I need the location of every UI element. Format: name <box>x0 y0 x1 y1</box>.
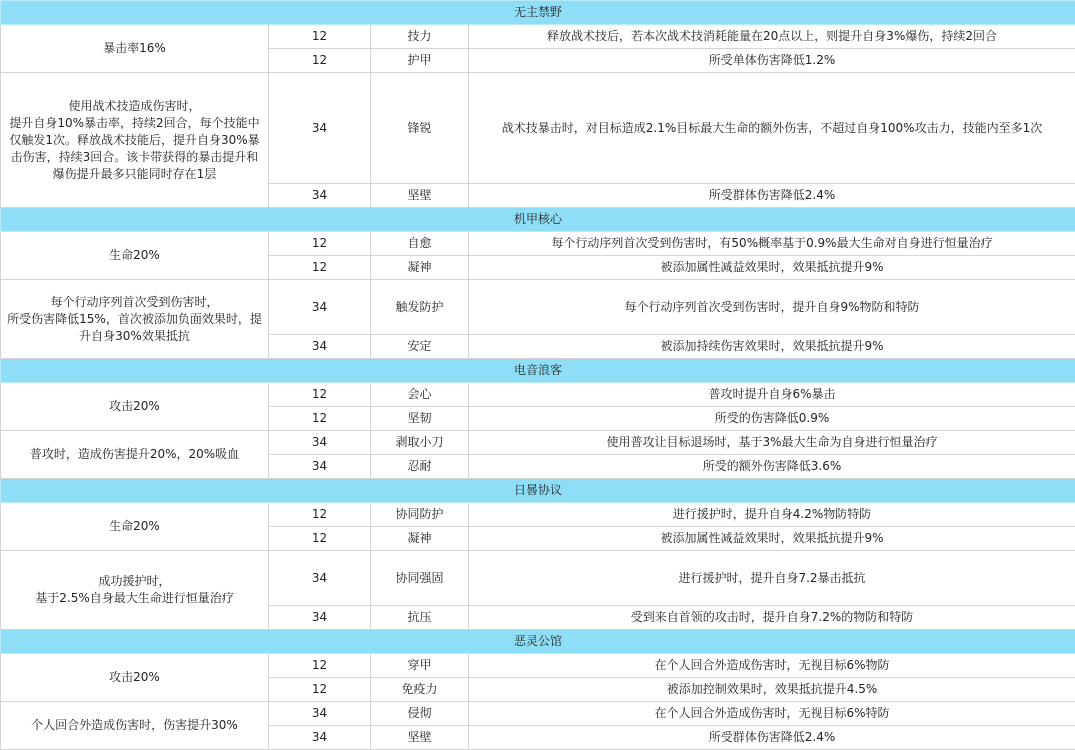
level-cell: 12 <box>269 25 371 49</box>
set-bonus-cell: 生命20% <box>1 232 269 280</box>
effect-name-cell: 自愈 <box>371 232 469 256</box>
effect-name-cell: 侵彻 <box>371 702 469 726</box>
effect-desc-cell: 受到来自首领的攻击时，提升自身7.2%的物防和特防 <box>469 606 1075 630</box>
effect-desc-cell: 使用普攻让目标退场时，基于3%最大生命为自身进行恒量治疗 <box>469 431 1075 455</box>
table-row <box>1 383 1075 407</box>
effect-name-cell: 技力 <box>371 25 469 49</box>
level-cell: 34 <box>269 280 371 335</box>
effect-desc-cell: 战术技暴击时，对目标造成2.1%目标最大生命的额外伤害，不超过自身100%攻击力，技能内至多1次 <box>469 73 1075 184</box>
level-cell: 12 <box>269 503 371 527</box>
level-cell: 34 <box>269 551 371 606</box>
section-header-row <box>1 208 1075 232</box>
level-cell: 12 <box>269 407 371 431</box>
effect-name-cell: 凝神 <box>371 527 469 551</box>
section-header-row <box>1 479 1075 503</box>
effect-desc-cell: 所受单体伤害降低1.2% <box>469 49 1075 73</box>
table-row <box>1 702 1075 726</box>
table-row <box>1 654 1075 678</box>
set-bonus-cell: 使用战术技造成伤害时， 提升自身10%暴击率，持续2回合，每个技能中仅触发1次。释放战术技能后，提升自身30%暴击伤害，持续3回合。该卡带获得的暴击提升和爆伤提升最多只能同时存在1层 <box>1 73 269 208</box>
effect-desc-cell: 每个行动序列首次受到伤害时，提升自身9%物防和特防 <box>469 280 1075 335</box>
table-row <box>1 551 1075 606</box>
level-cell: 34 <box>269 702 371 726</box>
effect-desc-cell: 被添加属性减益效果时，效果抵抗提升9% <box>469 256 1075 280</box>
effect-name-cell: 忍耐 <box>371 455 469 479</box>
table-row <box>1 280 1075 335</box>
level-cell: 34 <box>269 606 371 630</box>
section-title: 恶灵公馆 <box>1 630 1075 654</box>
effect-desc-cell: 进行援护时，提升自身7.2暴击抵抗 <box>469 551 1075 606</box>
level-cell: 12 <box>269 256 371 280</box>
effect-name-cell: 剥取小刀 <box>371 431 469 455</box>
effect-name-cell: 抗压 <box>371 606 469 630</box>
level-cell: 12 <box>269 678 371 702</box>
effect-name-cell: 凝神 <box>371 256 469 280</box>
set-bonus-cell: 成功援护时， 基于2.5%自身最大生命进行恒量治疗 <box>1 551 269 630</box>
level-cell: 12 <box>269 383 371 407</box>
level-cell: 34 <box>269 726 371 750</box>
effect-desc-cell: 所受群体伤害降低2.4% <box>469 726 1075 750</box>
set-bonus-cell: 攻击20% <box>1 654 269 702</box>
table-row <box>1 232 1075 256</box>
effect-name-cell: 安定 <box>371 335 469 359</box>
effect-desc-cell: 在个人回合外造成伤害时，无视目标6%特防 <box>469 702 1075 726</box>
level-cell: 12 <box>269 232 371 256</box>
set-bonus-cell: 个人回合外造成伤害时，伤害提升30% <box>1 702 269 750</box>
section-title: 电音浪客 <box>1 359 1075 383</box>
set-bonus-cell: 普攻时，造成伤害提升20%，20%吸血 <box>1 431 269 479</box>
effect-name-cell: 护甲 <box>371 49 469 73</box>
section-header-row <box>1 359 1075 383</box>
effect-desc-cell: 所受的额外伤害降低3.6% <box>469 455 1075 479</box>
effect-desc-cell: 在个人回合外造成伤害时，无视目标6%物防 <box>469 654 1075 678</box>
effect-desc-cell: 普攻时提升自身6%暴击 <box>469 383 1075 407</box>
effect-name-cell: 坚壁 <box>371 726 469 750</box>
effect-desc-cell: 每个行动序列首次受到伤害时，有50%概率基于0.9%最大生命对自身进行恒量治疗 <box>469 232 1075 256</box>
effect-name-cell: 穿甲 <box>371 654 469 678</box>
section-header-row <box>1 630 1075 654</box>
effect-desc-cell: 被添加属性减益效果时，效果抵抗提升9% <box>469 527 1075 551</box>
effect-name-cell: 触发防护 <box>371 280 469 335</box>
level-cell: 12 <box>269 527 371 551</box>
effect-desc-cell: 进行援护时，提升自身4.2%物防特防 <box>469 503 1075 527</box>
effect-name-cell: 会心 <box>371 383 469 407</box>
table-row <box>1 25 1075 49</box>
section-title: 无主禁野 <box>1 1 1075 25</box>
table-row <box>1 431 1075 455</box>
table-body <box>1 1 1075 750</box>
effect-name-cell: 协同防护 <box>371 503 469 527</box>
section-title: 日晷协议 <box>1 479 1075 503</box>
level-cell: 34 <box>269 73 371 184</box>
section-title: 机甲核心 <box>1 208 1075 232</box>
table-row <box>1 503 1075 527</box>
effect-desc-cell: 所受群体伤害降低2.4% <box>469 184 1075 208</box>
set-bonus-cell: 每个行动序列首次受到伤害时， 所受伤害降低15%，首次被添加负面效果时，提升自身30%效果抵抗 <box>1 280 269 359</box>
effect-desc-cell: 释放战术技后，若本次战术技消耗能量在20点以上，则提升自身3%爆伤，持续2回合 <box>469 25 1075 49</box>
level-cell: 34 <box>269 455 371 479</box>
level-cell: 12 <box>269 49 371 73</box>
effect-name-cell: 协同强固 <box>371 551 469 606</box>
effect-desc-cell: 被添加控制效果时，效果抵抗提升4.5% <box>469 678 1075 702</box>
effect-name-cell: 坚壁 <box>371 184 469 208</box>
effect-desc-cell: 被添加持续伤害效果时，效果抵抗提升9% <box>469 335 1075 359</box>
section-header-row <box>1 1 1075 25</box>
level-cell: 34 <box>269 335 371 359</box>
effect-desc-cell: 所受的伤害降低0.9% <box>469 407 1075 431</box>
level-cell: 34 <box>269 184 371 208</box>
set-bonus-cell: 生命20% <box>1 503 269 551</box>
set-bonus-cell: 攻击20% <box>1 383 269 431</box>
set-bonus-cell: 暴击率16% <box>1 25 269 73</box>
effect-name-cell: 坚韧 <box>371 407 469 431</box>
effect-name-cell: 锋锐 <box>371 73 469 184</box>
effect-name-cell: 免疫力 <box>371 678 469 702</box>
level-cell: 12 <box>269 654 371 678</box>
table-row <box>1 73 1075 184</box>
level-cell: 34 <box>269 431 371 455</box>
